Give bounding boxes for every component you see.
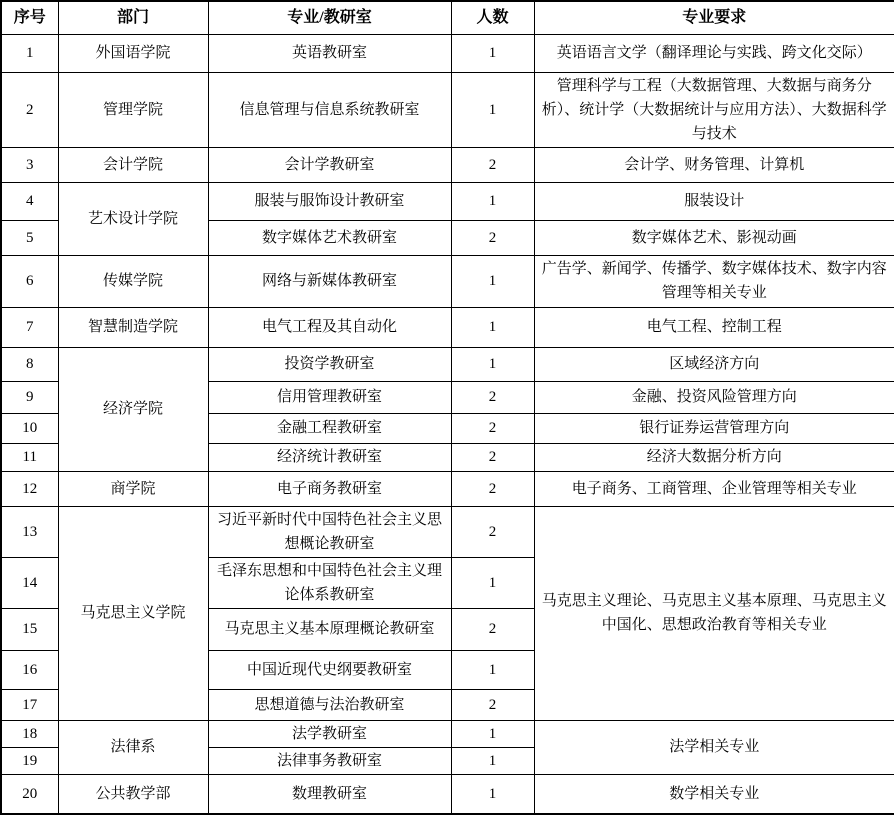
req-cell: 管理科学与工程（大数据管理、大数据与商务分析）、统计学（大数据统计与应用方法）、大数据科学与技术 — [534, 72, 894, 147]
office-cell: 马克思主义基本原理概论教研室 — [208, 608, 451, 650]
count-cell: 1 — [451, 774, 534, 814]
count-cell: 1 — [451, 747, 534, 774]
req-cell: 广告学、新闻学、传播学、数字媒体技术、数字内容管理等相关专业 — [534, 255, 894, 307]
table-row — [1, 182, 894, 220]
req-cell: 会计学、财务管理、计算机 — [534, 147, 894, 182]
table-row — [1, 34, 894, 72]
no-cell: 18 — [1, 720, 58, 747]
office-cell: 英语教研室 — [208, 34, 451, 72]
count-cell: 1 — [451, 347, 534, 381]
table-row — [1, 72, 894, 147]
req-cell: 电子商务、工商管理、企业管理等相关专业 — [534, 471, 894, 506]
office-cell: 服装与服饰设计教研室 — [208, 182, 451, 220]
no-cell: 2 — [1, 72, 58, 147]
office-cell: 电气工程及其自动化 — [208, 307, 451, 347]
no-cell: 9 — [1, 381, 58, 413]
count-cell: 2 — [451, 689, 534, 720]
header-office: 专业/教研室 — [208, 1, 451, 34]
count-cell: 1 — [451, 720, 534, 747]
req-cell: 法学相关专业 — [534, 720, 894, 774]
office-cell: 信用管理教研室 — [208, 381, 451, 413]
count-cell: 1 — [451, 307, 534, 347]
count-cell: 1 — [451, 557, 534, 608]
count-cell: 2 — [451, 220, 534, 255]
dept-cell: 外国语学院 — [58, 34, 208, 72]
dept-cell: 传媒学院 — [58, 255, 208, 307]
no-cell: 7 — [1, 307, 58, 347]
no-cell: 13 — [1, 506, 58, 557]
table-row — [1, 471, 894, 506]
dept-cell: 管理学院 — [58, 72, 208, 147]
req-cell: 经济大数据分析方向 — [534, 443, 894, 471]
office-cell: 法学教研室 — [208, 720, 451, 747]
no-cell: 12 — [1, 471, 58, 506]
req-cell: 电气工程、控制工程 — [534, 307, 894, 347]
table-row — [1, 307, 894, 347]
dept-cell: 商学院 — [58, 471, 208, 506]
office-cell: 习近平新时代中国特色社会主义思想概论教研室 — [208, 506, 451, 557]
count-cell: 2 — [451, 147, 534, 182]
office-cell: 投资学教研室 — [208, 347, 451, 381]
office-cell: 网络与新媒体教研室 — [208, 255, 451, 307]
dept-cell: 公共教学部 — [58, 774, 208, 814]
req-cell: 服装设计 — [534, 182, 894, 220]
count-cell: 2 — [451, 443, 534, 471]
office-cell: 信息管理与信息系统教研室 — [208, 72, 451, 147]
no-cell: 17 — [1, 689, 58, 720]
count-cell: 2 — [451, 471, 534, 506]
no-cell: 14 — [1, 557, 58, 608]
table-row — [1, 347, 894, 381]
req-cell: 银行证券运营管理方向 — [534, 413, 894, 443]
table-row — [1, 774, 894, 814]
office-cell: 电子商务教研室 — [208, 471, 451, 506]
no-cell: 8 — [1, 347, 58, 381]
no-cell: 1 — [1, 34, 58, 72]
office-cell: 毛泽东思想和中国特色社会主义理论体系教研室 — [208, 557, 451, 608]
table-row — [1, 506, 894, 557]
dept-cell: 马克思主义学院 — [58, 506, 208, 720]
no-cell: 16 — [1, 650, 58, 689]
count-cell: 2 — [451, 608, 534, 650]
req-cell: 数学相关专业 — [534, 774, 894, 814]
dept-cell: 经济学院 — [58, 347, 208, 471]
count-cell: 1 — [451, 72, 534, 147]
count-cell: 1 — [451, 34, 534, 72]
req-cell: 马克思主义理论、马克思主义基本原理、马克思主义中国化、思想政治教育等相关专业 — [534, 506, 894, 720]
no-cell: 10 — [1, 413, 58, 443]
header-dept: 部门 — [58, 1, 208, 34]
no-cell: 19 — [1, 747, 58, 774]
no-cell: 20 — [1, 774, 58, 814]
header-no: 序号 — [1, 1, 58, 34]
table-row — [1, 147, 894, 182]
count-cell: 1 — [451, 255, 534, 307]
dept-cell: 艺术设计学院 — [58, 182, 208, 255]
dept-cell: 智慧制造学院 — [58, 307, 208, 347]
count-cell: 1 — [451, 650, 534, 689]
office-cell: 数理教研室 — [208, 774, 451, 814]
req-cell: 区域经济方向 — [534, 347, 894, 381]
dept-cell: 法律系 — [58, 720, 208, 774]
header-row — [1, 1, 894, 34]
no-cell: 6 — [1, 255, 58, 307]
table-row — [1, 720, 894, 747]
req-cell: 数字媒体艺术、影视动画 — [534, 220, 894, 255]
count-cell: 2 — [451, 506, 534, 557]
header-req: 专业要求 — [534, 1, 894, 34]
office-cell: 法律事务教研室 — [208, 747, 451, 774]
count-cell: 1 — [451, 182, 534, 220]
no-cell: 11 — [1, 443, 58, 471]
no-cell: 5 — [1, 220, 58, 255]
office-cell: 数字媒体艺术教研室 — [208, 220, 451, 255]
table-row — [1, 255, 894, 307]
no-cell: 3 — [1, 147, 58, 182]
req-cell: 金融、投资风险管理方向 — [534, 381, 894, 413]
dept-cell: 会计学院 — [58, 147, 208, 182]
office-cell: 金融工程教研室 — [208, 413, 451, 443]
req-cell: 英语语言文学（翻译理论与实践、跨文化交际） — [534, 34, 894, 72]
no-cell: 15 — [1, 608, 58, 650]
count-cell: 2 — [451, 381, 534, 413]
office-cell: 会计学教研室 — [208, 147, 451, 182]
header-count: 人数 — [451, 1, 534, 34]
count-cell: 2 — [451, 413, 534, 443]
office-cell: 思想道德与法治教研室 — [208, 689, 451, 720]
office-cell: 经济统计教研室 — [208, 443, 451, 471]
office-cell: 中国近现代史纲要教研室 — [208, 650, 451, 689]
no-cell: 4 — [1, 182, 58, 220]
